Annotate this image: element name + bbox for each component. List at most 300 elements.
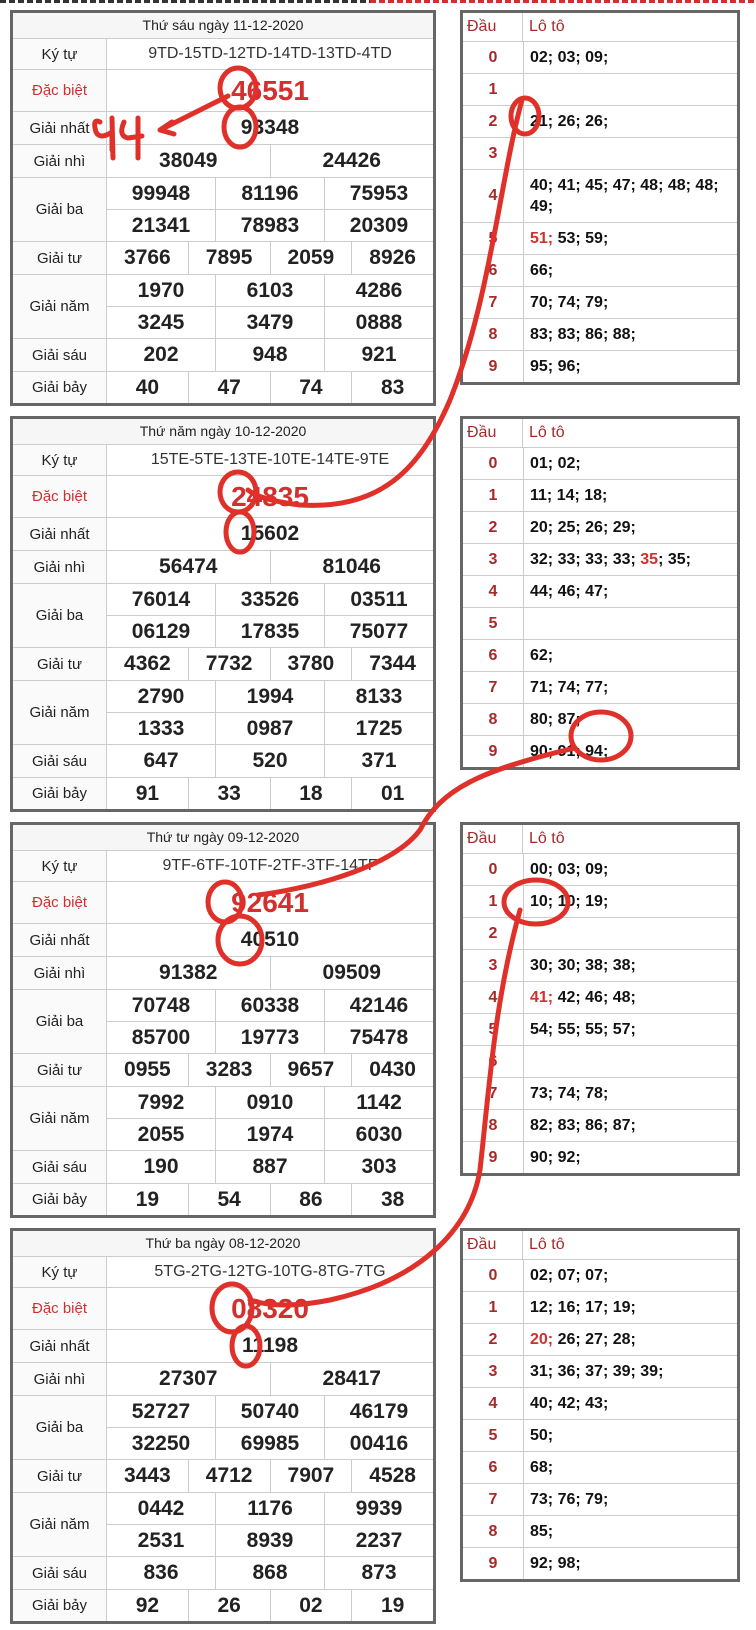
prize-line [107, 681, 433, 712]
prize-table [10, 10, 436, 406]
loto-head-digit: 2 [463, 106, 524, 137]
prize-number: 75953 [324, 178, 433, 209]
prize-label: Đặc biệt [13, 70, 107, 111]
prize-values [107, 778, 433, 809]
loto-row [463, 448, 737, 480]
prize-table [10, 416, 436, 812]
prize-number: 6103 [215, 275, 324, 306]
prize-row [13, 1257, 433, 1288]
prize-label: Ký tự [13, 1257, 107, 1287]
loto-values: 92; 98; [530, 1555, 581, 1572]
prize-number: 40 [135, 375, 160, 399]
prize-label: Giải tư [13, 648, 107, 680]
prize-number: 2055 [137, 1122, 185, 1146]
loto-values: 71; 74; 77; [530, 679, 609, 696]
prize-row [13, 1184, 433, 1215]
loto-row [463, 287, 737, 319]
prize-row [13, 70, 433, 112]
prize-values [107, 745, 433, 777]
prize-number: 92 [135, 1593, 160, 1617]
prize-line [107, 648, 433, 680]
loto-values: 00; 03; 09; [530, 861, 609, 878]
loto-head-digit: 8 [463, 319, 524, 350]
prize-number: 0910 [215, 1087, 324, 1118]
prize-row [13, 1288, 433, 1330]
prize-number: 7907 [270, 1460, 352, 1492]
prize-line [107, 1184, 433, 1215]
prize-number: 17835 [215, 616, 324, 647]
prize-values [107, 851, 433, 881]
prize-number: 69985 [215, 1428, 324, 1459]
prize-number: 91 [135, 781, 160, 805]
loto-values: 01; 02; [530, 455, 581, 472]
loto-values: 44; 46; 47; [530, 583, 609, 600]
prize-number: 40510 [240, 928, 300, 951]
loto-row [463, 918, 737, 950]
prize-row [13, 445, 433, 476]
prize-number: 7992 [137, 1090, 185, 1114]
loto-values: 20; 26; 27; 28; [530, 1331, 636, 1348]
loto-row [463, 608, 737, 640]
prize-number: 5TG-2TG-12TG-10TG-8TG-7TG [154, 1263, 386, 1280]
dau-header: Đầu [463, 825, 523, 853]
prize-line [107, 851, 433, 881]
table-title: Thứ sáu ngày 11-12-2020 [13, 13, 433, 39]
prize-number: 303 [324, 1151, 433, 1183]
loto-header [463, 13, 737, 42]
loto-row [463, 223, 737, 255]
prize-row [13, 551, 433, 584]
prize-line [107, 518, 433, 550]
prize-number: 38049 [159, 149, 218, 172]
loto-row [463, 1516, 737, 1548]
prize-number: 75077 [324, 616, 433, 647]
loto-header [463, 825, 737, 854]
prize-number: 1974 [215, 1119, 324, 1150]
prize-label: Giải sáu [13, 1151, 107, 1183]
prize-number: 202 [143, 343, 179, 366]
prize-line [107, 178, 433, 209]
prize-number: 21341 [131, 213, 191, 237]
prize-values [107, 112, 433, 144]
loto-table [460, 10, 740, 385]
prize-values [107, 584, 433, 647]
prize-number: 76014 [131, 587, 191, 611]
loto-header-label: Lô tô [529, 830, 565, 847]
prize-row [13, 778, 433, 809]
loto-head-digit: 1 [463, 886, 524, 917]
loto-values: 11; 14; 18; [530, 487, 608, 504]
prize-number: 81046 [270, 551, 434, 583]
prize-values [107, 39, 433, 69]
prize-values [107, 70, 433, 111]
prize-label: Giải tư [13, 1460, 107, 1492]
prize-number: 4286 [324, 275, 433, 306]
prize-number: 190 [143, 1155, 179, 1178]
prize-line [107, 1396, 433, 1427]
loto-row [463, 982, 737, 1014]
prize-number: 2237 [324, 1525, 433, 1556]
prize-number: 4528 [351, 1460, 433, 1492]
prize-label: Đặc biệt [13, 1288, 107, 1329]
prize-number: 00416 [324, 1428, 433, 1459]
prize-number: 38 [351, 1184, 433, 1215]
prize-values [107, 1590, 433, 1621]
prize-number: 19 [135, 1187, 160, 1211]
loto-values: 10; 10; 19; [530, 893, 609, 910]
loto-row [463, 512, 737, 544]
prize-values [107, 1054, 433, 1086]
prize-line [107, 778, 433, 809]
loto-head-digit: 0 [463, 1260, 524, 1291]
prize-number: 1142 [324, 1087, 433, 1118]
prize-line [107, 275, 433, 306]
loto-head-digit: 4 [463, 576, 524, 607]
loto-values: 70; 74; 79; [530, 294, 609, 311]
prize-label: Giải nhất [13, 518, 107, 550]
loto-values: 02; 07; 07; [530, 1267, 609, 1284]
prize-values [107, 1363, 433, 1395]
loto-values [524, 608, 737, 639]
prize-values [107, 1151, 433, 1183]
prize-row [13, 476, 433, 518]
prize-line [107, 1557, 433, 1589]
loto-row [463, 1292, 737, 1324]
loto-head-digit: 8 [463, 1516, 524, 1547]
prize-number: 11198 [241, 1334, 299, 1357]
loto-values: 82; 83; 86; 87; [530, 1117, 636, 1134]
prize-values [107, 372, 433, 403]
prize-label: Giải bảy [13, 372, 107, 403]
prize-number: 91382 [159, 961, 218, 984]
prize-values [107, 518, 433, 550]
loto-row [463, 255, 737, 287]
prize-number: 47 [188, 372, 270, 403]
loto-head-digit: 1 [463, 1292, 524, 1323]
loto-values: 12; 16; 17; 19; [530, 1299, 636, 1316]
prize-values [107, 957, 433, 989]
prize-row [13, 372, 433, 403]
loto-row [463, 1484, 737, 1516]
prize-row [13, 178, 433, 242]
prize-label: Giải bảy [13, 778, 107, 809]
loto-head-digit: 7 [463, 672, 524, 703]
prize-number: 1994 [215, 681, 324, 712]
dau-header: Đầu [463, 13, 523, 41]
prize-number: 70748 [131, 993, 191, 1017]
loto-row [463, 544, 737, 576]
prize-line [107, 1330, 433, 1362]
loto-head-digit: 3 [463, 950, 524, 981]
prize-row [13, 1557, 433, 1590]
prize-line [107, 70, 433, 111]
prize-label: Giải nhì [13, 1363, 107, 1395]
prize-number: 921 [324, 339, 433, 371]
prize-number: 19773 [215, 1022, 324, 1053]
prize-number: 50740 [215, 1396, 324, 1427]
loto-row [463, 576, 737, 608]
prize-number: 86 [270, 1184, 352, 1215]
loto-row [463, 1548, 737, 1579]
prize-number: 0987 [215, 713, 324, 744]
prize-values [107, 178, 433, 241]
loto-values: 20; 25; 26; 29; [530, 519, 636, 536]
prize-line [107, 957, 433, 989]
loto-head-digit: 7 [463, 1484, 524, 1515]
prize-number: 8926 [351, 242, 433, 274]
loto-row [463, 854, 737, 886]
prize-row [13, 1330, 433, 1363]
prize-number: 0442 [137, 1496, 185, 1520]
prize-row [13, 1087, 433, 1151]
loto-head-digit: 9 [463, 736, 524, 767]
prize-row [13, 648, 433, 681]
loto-values [524, 1046, 737, 1077]
table-title: Thứ ba ngày 08-12-2020 [13, 1231, 433, 1257]
prize-number: 83 [351, 372, 433, 403]
loto-head-digit: 0 [463, 448, 524, 479]
prize-label: Giải ba [13, 990, 107, 1053]
loto-row [463, 1142, 737, 1173]
loto-values: 21; 26; 26; [530, 113, 609, 130]
prize-values [107, 339, 433, 371]
prize-row [13, 39, 433, 70]
loto-row [463, 950, 737, 982]
loto-row [463, 1078, 737, 1110]
loto-head-digit: 2 [463, 918, 524, 949]
prize-number: 74 [270, 372, 352, 403]
dau-header: Đầu [463, 419, 523, 447]
prize-number: 78983 [215, 210, 324, 241]
loto-row [463, 640, 737, 672]
prize-number: 8133 [324, 681, 433, 712]
dau-header: Đầu [463, 1231, 523, 1259]
loto-head-digit: 5 [463, 608, 524, 639]
prize-line [107, 990, 433, 1021]
loto-head-digit: 2 [463, 512, 524, 543]
loto-values: 62; [530, 647, 554, 664]
prize-number: 32250 [131, 1431, 191, 1455]
loto-highlight: 51; [530, 230, 554, 247]
prize-row [13, 1493, 433, 1557]
prize-number: 85700 [131, 1025, 191, 1049]
prize-line [107, 39, 433, 69]
prize-number: 75478 [324, 1022, 433, 1053]
prize-number: 33526 [215, 584, 324, 615]
prize-number: 9657 [270, 1054, 352, 1086]
prize-row [13, 745, 433, 778]
loto-head-digit: 2 [463, 1324, 524, 1355]
prize-number: 3245 [137, 310, 185, 334]
prize-values [107, 648, 433, 680]
prize-values [107, 145, 433, 177]
loto-values: 90; 92; [530, 1149, 581, 1166]
prize-row [13, 882, 433, 924]
prize-number: 868 [215, 1557, 324, 1589]
loto-head-digit: 4 [463, 170, 524, 222]
loto-head-digit: 4 [463, 982, 524, 1013]
prize-line [107, 1460, 433, 1492]
loto-values [524, 138, 737, 169]
prize-row [13, 1460, 433, 1493]
prize-number: 81196 [215, 178, 324, 209]
prize-label: Giải nhì [13, 551, 107, 583]
loto-header-label: Lô tô [529, 424, 565, 441]
prize-number: 1333 [137, 716, 185, 740]
prize-number: 92641 [231, 886, 309, 918]
prize-line [107, 1427, 433, 1459]
loto-highlight: 20; [530, 1331, 554, 1348]
prize-label: Giải sáu [13, 1557, 107, 1589]
loto-values: 68; [530, 1459, 554, 1476]
prize-line [107, 584, 433, 615]
prize-row [13, 145, 433, 178]
prize-number: 2790 [137, 684, 185, 708]
prize-number: 647 [143, 749, 179, 772]
prize-row [13, 1396, 433, 1460]
loto-row [463, 1388, 737, 1420]
prize-number: 2059 [270, 242, 352, 274]
loto-row [463, 74, 737, 106]
prize-line [107, 1288, 433, 1329]
prize-number: 371 [324, 745, 433, 777]
prize-line [107, 145, 433, 177]
loto-values: 80; 87; [530, 711, 581, 728]
prize-number: 46179 [324, 1396, 433, 1427]
loto-values: 41; 42; 46; 48; [530, 989, 636, 1006]
prize-line [107, 712, 433, 744]
prize-number: 93348 [240, 116, 300, 139]
prize-label: Giải nhì [13, 957, 107, 989]
prize-values [107, 275, 433, 338]
loto-head-digit: 6 [463, 1452, 524, 1483]
prize-line [107, 1118, 433, 1150]
prize-values [107, 1184, 433, 1215]
prize-line [107, 445, 433, 475]
prize-number: 4362 [124, 652, 171, 675]
prize-line [107, 745, 433, 777]
prize-number: 26 [188, 1590, 270, 1621]
prize-values [107, 1087, 433, 1150]
loto-row [463, 704, 737, 736]
prize-number: 54 [188, 1184, 270, 1215]
prize-line [107, 1151, 433, 1183]
loto-row [463, 1356, 737, 1388]
loto-head-digit: 5 [463, 1420, 524, 1451]
prize-number: 20309 [324, 210, 433, 241]
loto-row [463, 480, 737, 512]
loto-head-digit: 6 [463, 1046, 524, 1077]
prize-values [107, 551, 433, 583]
prize-number: 46551 [231, 74, 309, 106]
loto-values: 31; 36; 37; 39; 39; [530, 1363, 664, 1380]
loto-head-digit: 8 [463, 1110, 524, 1141]
loto-head-digit: 0 [463, 42, 524, 73]
loto-row [463, 42, 737, 74]
prize-values [107, 242, 433, 274]
prize-number: 28417 [270, 1363, 434, 1395]
prize-row [13, 112, 433, 145]
loto-head-digit: 5 [463, 1014, 524, 1045]
prize-number: 887 [215, 1151, 324, 1183]
prize-label: Giải nhất [13, 112, 107, 144]
prize-label: Giải năm [13, 681, 107, 744]
prize-number: 42146 [324, 990, 433, 1021]
prize-line [107, 112, 433, 144]
loto-values: 40; 41; 45; 47; 48; 48; 48; 49; [530, 177, 719, 215]
loto-values: 54; 55; 55; 57; [530, 1021, 636, 1038]
loto-values: 90; 91; 94; [530, 743, 609, 760]
loto-head-digit: 5 [463, 223, 524, 254]
prize-number: 9939 [324, 1493, 433, 1524]
prize-number: 60338 [215, 990, 324, 1021]
prize-values [107, 1493, 433, 1556]
prize-values [107, 1330, 433, 1362]
loto-row [463, 1110, 737, 1142]
loto-row [463, 1324, 737, 1356]
loto-table [460, 416, 740, 770]
prize-row [13, 339, 433, 372]
prize-number: 09509 [270, 957, 434, 989]
prize-number: 520 [215, 745, 324, 777]
loto-head-digit: 7 [463, 1078, 524, 1109]
prize-number: 24835 [231, 480, 309, 512]
prize-values [107, 1257, 433, 1287]
prize-row [13, 681, 433, 745]
prize-number: 02 [270, 1590, 352, 1621]
prize-number: 27307 [159, 1367, 218, 1390]
prize-line [107, 339, 433, 371]
prize-label: Giải ba [13, 584, 107, 647]
loto-head-digit: 6 [463, 640, 524, 671]
prize-row [13, 242, 433, 275]
prize-label: Giải năm [13, 1493, 107, 1556]
prize-label: Ký tự [13, 851, 107, 881]
prize-table [10, 822, 436, 1218]
prize-line [107, 209, 433, 241]
prize-number: 0430 [351, 1054, 433, 1086]
loto-values: 66; [530, 262, 554, 279]
prize-line [107, 476, 433, 517]
prize-label: Ký tự [13, 445, 107, 475]
prize-number: 18 [270, 778, 352, 809]
prize-number: 0955 [124, 1058, 171, 1081]
loto-row [463, 1046, 737, 1078]
prize-number: 836 [143, 1561, 179, 1584]
loto-highlight: 35 [640, 551, 659, 568]
prize-row [13, 851, 433, 882]
loto-header [463, 1231, 737, 1260]
loto-head-digit: 4 [463, 1388, 524, 1419]
prize-line [107, 1493, 433, 1524]
loto-head-digit: 1 [463, 480, 524, 511]
loto-head-digit: 3 [463, 544, 524, 575]
prize-line [107, 551, 433, 583]
prize-line [107, 924, 433, 956]
prize-line [107, 1021, 433, 1053]
loto-table [460, 822, 740, 1176]
prize-number: 7895 [188, 242, 270, 274]
prize-row [13, 1054, 433, 1087]
prize-number: 3479 [215, 307, 324, 338]
prize-line [107, 306, 433, 338]
prize-label: Giải bảy [13, 1184, 107, 1215]
prize-number: 99948 [131, 181, 191, 205]
prize-label: Giải nhất [13, 924, 107, 956]
prize-values [107, 1288, 433, 1329]
table-title: Thứ năm ngày 10-12-2020 [13, 419, 433, 445]
loto-values: 83; 83; 86; 88; [530, 326, 636, 343]
